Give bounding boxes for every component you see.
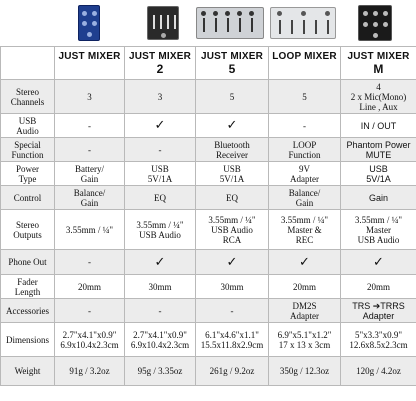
checkmark-icon: ✓ bbox=[299, 254, 310, 270]
table-cell: 91g / 3.2oz bbox=[55, 357, 125, 386]
table-cell: 6.9"x5.1"x1.2" 17 x 13 x 3cm bbox=[269, 323, 341, 357]
table-cell: 3.55mm / ¼" bbox=[55, 210, 125, 250]
table-cell: - bbox=[125, 299, 196, 323]
table-cell: 3 bbox=[55, 80, 125, 114]
table-cell: Phantom Power MUTE bbox=[341, 138, 416, 162]
table-cell: 5 bbox=[196, 80, 269, 114]
checkmark-icon: ✓ bbox=[154, 254, 166, 270]
header-just-mixer: JUST MIXER bbox=[55, 47, 125, 80]
table-cell bbox=[125, 250, 196, 275]
row-label: Accessories bbox=[1, 299, 55, 323]
table-cell: TRS ➔TRRS Adapter bbox=[341, 299, 416, 323]
table-cell: 120g / 4.2oz bbox=[341, 357, 416, 386]
table-cell: 3.55mm / ¼" USB Audio RCA bbox=[196, 210, 269, 250]
table-cell bbox=[341, 250, 416, 275]
row-label: Fader Length bbox=[1, 275, 55, 299]
checkmark-icon: ✓ bbox=[154, 118, 166, 133]
table-cell: Gain bbox=[341, 186, 416, 210]
row-power-type bbox=[1, 162, 416, 186]
row-fader-length bbox=[1, 275, 416, 299]
row-label: Special Function bbox=[1, 138, 55, 162]
table-cell: 2.7"x4.1"x0.9" 6.9x10.4x2.3cm bbox=[125, 323, 196, 357]
table-cell: 3.55mm / ¼" USB Audio bbox=[125, 210, 196, 250]
row-label: USB Audio bbox=[1, 114, 55, 138]
row-special-function bbox=[1, 138, 416, 162]
checkmark-icon: ✓ bbox=[226, 118, 238, 133]
header-just-mixer-2: JUST MIXER 2 bbox=[125, 47, 196, 80]
table-cell: EQ bbox=[196, 186, 269, 210]
header-row bbox=[1, 47, 416, 80]
table-cell: 30mm bbox=[196, 275, 269, 299]
checkmark-icon: ✓ bbox=[373, 254, 384, 270]
table-cell: USB 5V/1A bbox=[125, 162, 196, 186]
table-cell: 5 bbox=[269, 80, 341, 114]
header-empty bbox=[1, 47, 55, 80]
row-label: Weight bbox=[1, 357, 55, 386]
checkmark-icon: ✓ bbox=[226, 254, 238, 270]
table-cell: 4 2 x Mic(Mono) Line , Aux bbox=[341, 80, 416, 114]
table-cell: - bbox=[196, 299, 269, 323]
table-cell: Battery/ Gain bbox=[55, 162, 125, 186]
table-cell: 6.1"x4.6"x1.1" 15.5x11.8x2.9cm bbox=[196, 323, 269, 357]
header-loop-mixer: LOOP MIXER bbox=[269, 47, 341, 80]
table-cell: DM2S Adapter bbox=[269, 299, 341, 323]
just-mixer-5-image bbox=[194, 3, 266, 43]
table-cell: Balance/ Gain bbox=[55, 186, 125, 210]
table-cell: LOOP Function bbox=[269, 138, 341, 162]
table-cell: Balance/ Gain bbox=[269, 186, 341, 210]
table-cell: 350g / 12.3oz bbox=[269, 357, 341, 386]
row-label: Control bbox=[1, 186, 55, 210]
table-cell: Bluetooth Receiver bbox=[196, 138, 269, 162]
table-cell: 3 bbox=[125, 80, 196, 114]
just-mixer-2-image bbox=[137, 3, 189, 43]
table-cell: 20mm bbox=[269, 275, 341, 299]
row-phone-out bbox=[1, 250, 416, 275]
row-control bbox=[1, 186, 416, 210]
table-cell: - bbox=[55, 299, 125, 323]
table-cell: EQ bbox=[125, 186, 196, 210]
row-label: Stereo Outputs bbox=[1, 210, 55, 250]
row-stereo-outputs bbox=[1, 210, 416, 250]
table-cell: 9V Adapter bbox=[269, 162, 341, 186]
table-cell: 3.55mm / ¼" Master & REC bbox=[269, 210, 341, 250]
table-cell: 30mm bbox=[125, 275, 196, 299]
table-cell: 2.7"x4.1"x0.9" 6.9x10.4x2.3cm bbox=[55, 323, 125, 357]
table-cell: - bbox=[55, 138, 125, 162]
table-cell: 261g / 9.2oz bbox=[196, 357, 269, 386]
row-accessories bbox=[1, 299, 416, 323]
comparison-table bbox=[0, 46, 416, 386]
table-cell: IN / OUT bbox=[341, 114, 416, 138]
table-cell: 3.55mm / ¼" Master USB Audio bbox=[341, 210, 416, 250]
table-cell bbox=[196, 114, 269, 138]
table-cell bbox=[196, 250, 269, 275]
just-mixer-image bbox=[70, 3, 108, 43]
table-cell: 20mm bbox=[55, 275, 125, 299]
table-cell bbox=[125, 114, 196, 138]
loop-mixer-image bbox=[268, 3, 340, 43]
header-just-mixer-m: JUST MIXER M bbox=[341, 47, 416, 80]
table-cell bbox=[269, 250, 341, 275]
header-just-mixer-5: JUST MIXER 5 bbox=[196, 47, 269, 80]
table-cell: - bbox=[269, 114, 341, 138]
row-label: Phone Out bbox=[1, 250, 55, 275]
just-mixer-m-image bbox=[350, 3, 400, 43]
table-cell: 5"x3.3"x0.9" 12.6x8.5x2.3cm bbox=[341, 323, 416, 357]
table-cell: - bbox=[125, 138, 196, 162]
table-cell: 95g / 3.35oz bbox=[125, 357, 196, 386]
table-cell: 20mm bbox=[341, 275, 416, 299]
row-weight bbox=[1, 357, 416, 386]
row-label: Stereo Channels bbox=[1, 80, 55, 114]
row-label: Dimensions bbox=[1, 323, 55, 357]
row-dimensions bbox=[1, 323, 416, 357]
row-stereo-channels bbox=[1, 80, 416, 114]
product-thumbnails bbox=[0, 0, 416, 46]
table-cell: - bbox=[55, 250, 125, 275]
table-cell: USB 5V/1A bbox=[341, 162, 416, 186]
row-usb-audio bbox=[1, 114, 416, 138]
row-label: Power Type bbox=[1, 162, 55, 186]
table-cell: USB 5V/1A bbox=[196, 162, 269, 186]
table-cell: - bbox=[55, 114, 125, 138]
